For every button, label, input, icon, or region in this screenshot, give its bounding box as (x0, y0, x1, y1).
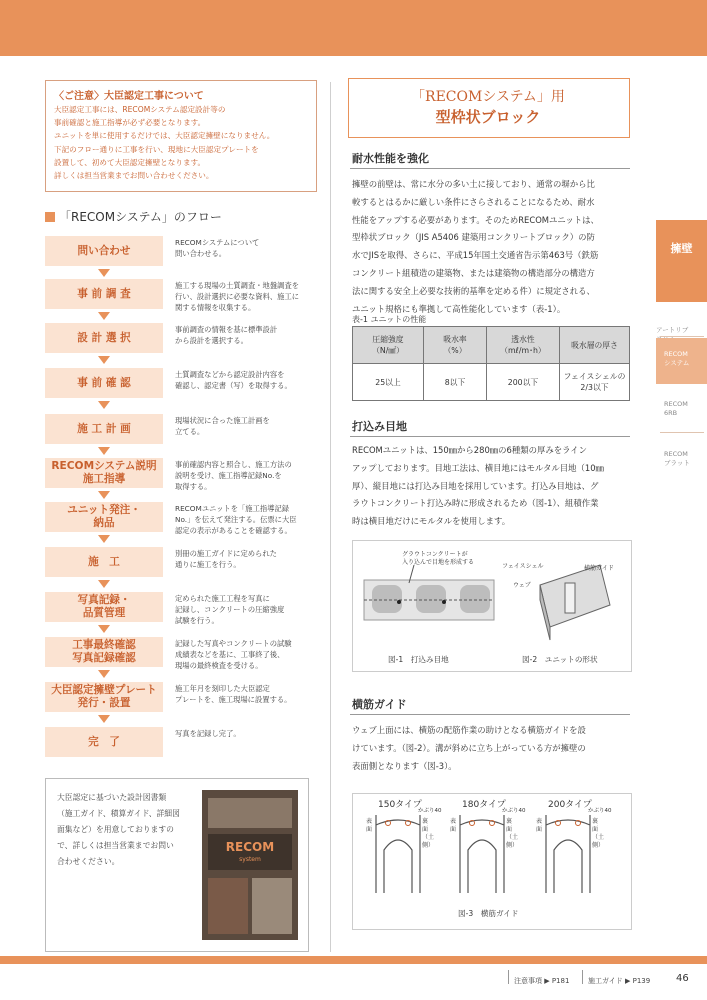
brochure-line: で、詳しくは担当営業までお問い (57, 841, 174, 850)
figure-3-front-label: 表面 (536, 818, 543, 833)
flow-arrow-icon (98, 715, 110, 723)
side-tab-retaining-wall[interactable]: 擁壁 (656, 220, 707, 302)
notice-line: 設置して、初めて大臣認定擁壁となります。 (54, 157, 206, 167)
figure-3-back-label: 裏面（土側） (422, 818, 435, 849)
section-title-line2: 型枠状ブロック (435, 108, 541, 126)
flow-step: 施 工 (45, 547, 163, 577)
heading-joint: 打込み目地 (352, 420, 407, 433)
notice-line: ユニットを単に使用するだけでは、大臣認定擁壁になりません。 (54, 131, 275, 141)
flow-arrow-icon (98, 625, 110, 633)
table-header: 吸水率 （%） (424, 327, 487, 364)
flow-step: 設 計 選 択 (45, 323, 163, 353)
waterproof-text: 擁壁の前壁は、常に水分の多い土に接しており、通常の塀から比 較するとはるかに厳しい条件にさらされることになるため、耐水 性能をアップする必要があります。そのためRECOMユニットは、 型枠状ブロック（JIS A5406 建築用コンクリートブロック）の防 水でJISを取得、さらに、平成15年国土交通省告示第463号（鉄筋 コンクリート組積造の建築物、または建築物の構造部分の構造方 法に関する安全上必要な技術的基準を定める件）に規定される、 ユニット規格にも準拠して高性能化しています（表-1）。 (352, 179, 599, 314)
flow-step-desc: RECOMシステムについて 問い合わせる。 (175, 238, 260, 258)
brochure-line: 大臣認定に基づいた設計図書類 (57, 793, 167, 802)
flow-step: 問い合わせ (45, 236, 163, 266)
footer-link-guide[interactable]: 施工ガイド ▶ P139 (588, 977, 651, 985)
table-cell: フェイスシェルの 2/3以下 (560, 364, 630, 401)
table-header: 透水性 （mℓ/m･h） (487, 327, 560, 364)
figure-3-block-shape (544, 815, 594, 895)
brochure-line: 面集など）を用意しておりますの (57, 825, 174, 834)
section-title-line1: 「RECOMシステム」用 (411, 89, 565, 105)
top-banner (0, 0, 707, 56)
figure-3-type-label: 150タイプ (378, 800, 422, 810)
joint-text: RECOMユニットは、150㎜から280㎜の6種類の厚みをライン アップしております。目地工法は、横目地にはモルタル目地（10㎜ 厚）、縦目地には打込み目地を採用しています。打込み目地は、グ ラウトコンクリート打込み時に形成されるため（図-1）、組積作業 時は横目地だけにモルタルを使用します。 (352, 445, 604, 527)
table-row (353, 364, 630, 401)
figure-3-cover-label: かぶり40 (502, 808, 526, 814)
flow-step-desc: 定められた施工工程を写真に 記録し、コンクリートの圧縮強度 試験を行う。 (175, 594, 285, 625)
flow-step-desc: 事前調査の情報を基に標準設計 から設計を選択する。 (175, 325, 278, 345)
heading-rule (350, 436, 630, 437)
figure-3-block-shape (458, 815, 508, 895)
flow-arrow-icon (98, 312, 110, 320)
flow-step: 施 工 計 画 (45, 414, 163, 444)
table-header: 圧縮強度 （N/㎟） (353, 327, 424, 364)
flow-step: 写真記録・ 品質管理 (45, 592, 163, 622)
notice-line: 下記のフロー通りに工事を行い、現地に大臣認定プレートを (54, 144, 259, 154)
flow-step-desc: 事前確認内容と照合し、施工方法の 説明を受け、施工指導記録No.を 取得する。 (175, 460, 292, 491)
flow-arrow-icon (98, 447, 110, 455)
table-cell: 8以下 (424, 364, 487, 401)
flow-step: 工事最終確認 写真記録確認 (45, 637, 163, 667)
side-tab-recom-system[interactable]: RECOM システム (656, 338, 707, 384)
brochure-line: （施工ガイド、積算ガイド、詳細図 (57, 809, 180, 818)
figure-3-front-label: 表面 (366, 818, 373, 833)
side-tab-separator (660, 336, 704, 337)
figure-2-label-guide: 横筋ガイド (584, 565, 614, 572)
flow-arrow-icon (98, 535, 110, 543)
figure-2-label-face: フェイスシェル (502, 563, 544, 570)
notice-line: 大臣認定工事には、RECOMシステム認定設計等の (54, 105, 226, 114)
heading-waterproof: 耐水性能を強化 (352, 152, 429, 165)
figure-3-cover-label: かぶり40 (418, 808, 442, 814)
page-number: 46 (676, 973, 689, 984)
table-header: 吸水層の厚さ (560, 327, 630, 364)
brochure-cover-logo: RECOM (225, 840, 275, 854)
flow-heading: 「RECOMシステム」のフロー (45, 208, 222, 225)
footer-link-caution[interactable]: 注意事項 ▶ P181 (514, 977, 570, 985)
figure-2-caption: 図-2 ユニットの形状 (522, 655, 598, 664)
figure-1-caption: 図-1 打込み目地 (388, 655, 449, 664)
figure-1-annotation: グラウトコンクリートが 入り込んで目地を形成する (402, 551, 475, 566)
flow-step: RECOMシステム説明 施工指導 (45, 458, 163, 488)
flow-step-desc: 現場状況に合った施工計画を 立てる。 (175, 416, 270, 436)
rebar-guide-text: ウェブ上面には、横筋の配筋作業の助けとなる横筋ガイドを設 けています。（図-2）。溝が斜めに立ち上がっている方が擁壁の 表面側となります（図-3）。 (352, 725, 586, 771)
figure-3-front-label: 表面 (450, 818, 457, 833)
figure-3-type-label: 200タイプ (548, 800, 592, 810)
flow-step: ユニット発注・ 納品 (45, 502, 163, 532)
flow-step-desc: RECOMユニットを「施工指導記録 No.」を伝えて発注する。伝票に大臣 認定の表示があることを確認する。 (175, 504, 297, 535)
brochure-cover-image (202, 790, 298, 940)
notice-title: 〈ご注意〉大臣認定工事について (54, 91, 204, 102)
heading-rule (350, 714, 630, 715)
figure-2-label-web: ウェブ (513, 582, 531, 589)
side-tab-separator (660, 432, 704, 433)
table-cell: 25以上 (353, 364, 424, 401)
flow-step-desc: 記録した写真やコンクリートの試験 成績表などを基に、工事終了後、 現場の最終検査を受ける。 (175, 639, 292, 670)
brochure-cover-sub: system (239, 856, 261, 863)
notice-body (54, 103, 312, 182)
square-bullet-icon (45, 212, 55, 222)
flow-step-desc: 施工年月を刻印した大臣認定 プレートを、施工現場に設置する。 (175, 684, 292, 704)
figure-3-caption: 図-3 横筋ガイド (458, 909, 519, 918)
figure-3-back-label: 裏面（土側） (506, 818, 519, 849)
side-tab-recom-6rb[interactable]: RECOM 6RB (664, 400, 688, 417)
heading-rule (350, 168, 630, 169)
flow-step: 事 前 確 認 (45, 368, 163, 398)
notice-line: 事前確認と施工指導が必ず必要となります。 (54, 118, 206, 128)
figure-3-type-label: 180タイプ (462, 800, 506, 810)
column-divider (330, 82, 331, 952)
bottom-banner (0, 956, 707, 964)
flow-step: 事 前 調 査 (45, 279, 163, 309)
flow-arrow-icon (98, 491, 110, 499)
brochure-line: 合わせください。 (57, 857, 120, 866)
flow-step-desc: 写真を記録し完了。 (175, 729, 241, 738)
flow-arrow-icon (98, 580, 110, 588)
flow-arrow-icon (98, 356, 110, 364)
flow-step-desc: 土質調査などから認定設計内容を 確認し、認定書（写）を取得する。 (175, 370, 292, 390)
footer-separator (582, 970, 583, 984)
figure-3-back-label: 裏面（土側） (592, 818, 605, 849)
notice-line: 詳しくは担当営業までお問い合わせください。 (54, 171, 214, 181)
flow-step-desc: 施工する現場の土質調査・地盤調査を 行い、設計選択に必要な資料、施工に 関する情報を収集する。 (175, 281, 300, 312)
flow-step-desc: 別冊の施工ガイドに定められた 通りに施工を行う。 (175, 549, 277, 569)
flow-arrow-icon (98, 670, 110, 678)
heading-rebar-guide: 横筋ガイド (352, 698, 407, 711)
figure-3-cover-label: かぶり40 (588, 808, 612, 814)
table-header-row (353, 327, 630, 364)
figure-3-block-shape (374, 815, 424, 895)
flow-arrow-icon (98, 269, 110, 277)
flow-step: 大臣認定擁壁プレート 発行・設置 (45, 682, 163, 712)
table-caption: 表-1 ユニットの性能 (352, 315, 427, 324)
brochure-text (57, 790, 197, 870)
flow-step: 完 了 (45, 727, 163, 757)
side-tab-recom-flat[interactable]: RECOM ブラット (664, 450, 690, 467)
flow-arrow-icon (98, 401, 110, 409)
performance-table (352, 326, 630, 401)
footer-separator (508, 970, 509, 984)
table-cell: 200以下 (487, 364, 560, 401)
side-tab-art-rib[interactable]: アートリブ (656, 326, 689, 334)
